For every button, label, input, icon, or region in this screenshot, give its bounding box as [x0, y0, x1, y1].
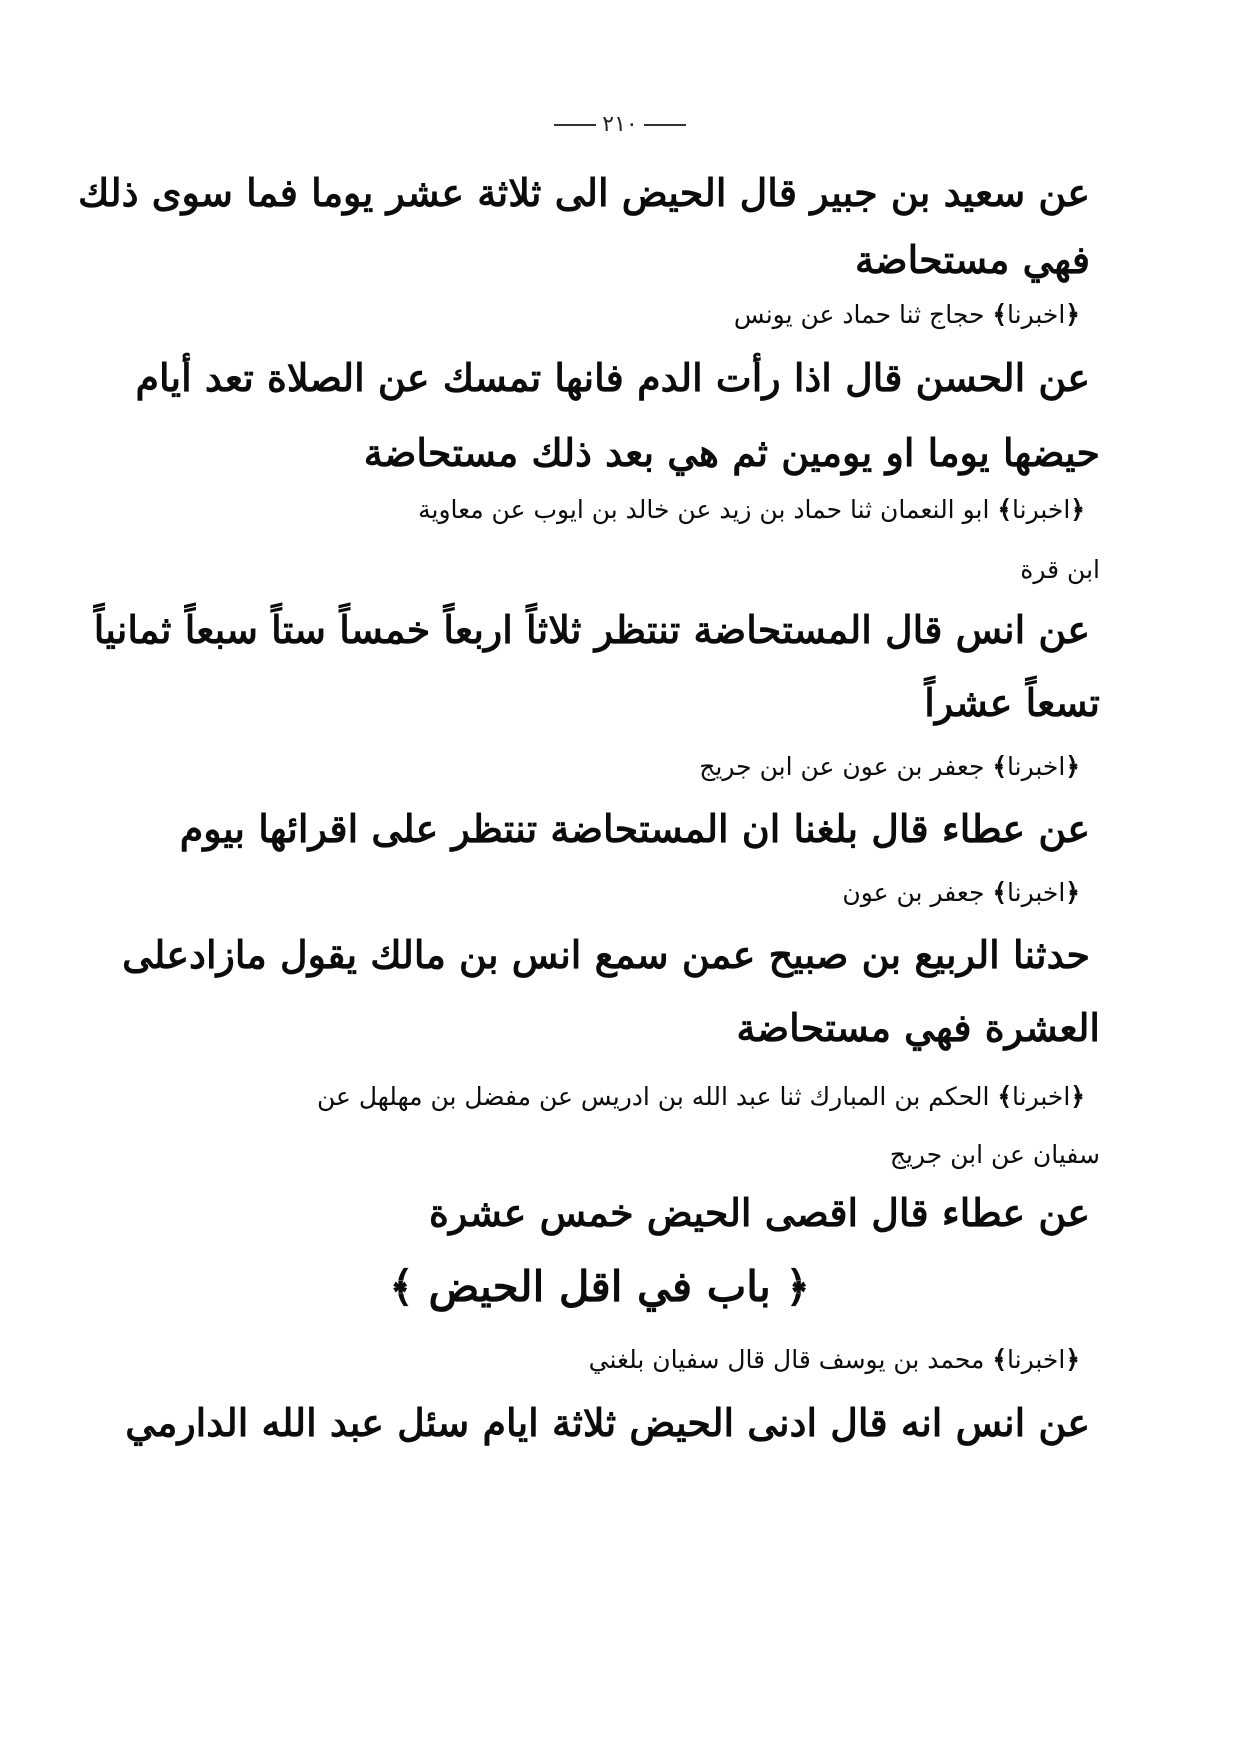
isnad-close-bracket: ﴾ — [992, 878, 1008, 907]
line-text: عن عطاء قال بلغنا ان المستحاضة تنتظر على اقرائها بيوم — [179, 806, 1090, 851]
text-line-20 — [125, 1400, 1090, 1445]
text-line-5 — [364, 430, 1100, 475]
text-line-11 — [180, 806, 1090, 851]
isnad-line-16 — [890, 1140, 1100, 1169]
line-text: ابو النعمان ثنا حماد بن زيد عن خالد بن ايوب عن معاوية — [418, 495, 990, 524]
isnad-tag: اخبرنا — [1012, 1082, 1071, 1111]
isnad-line-19 — [589, 1345, 1080, 1374]
isnad-close-bracket: ﴾ — [992, 752, 1008, 781]
line-text: الحكم بن المبارك ثنا عبد الله بن ادريس عن مفضل بن مهلهل عن — [316, 1082, 990, 1111]
isnad-open-bracket: ﴿ — [1070, 1082, 1085, 1111]
line-text: ابن قرة — [1020, 555, 1100, 584]
line-text: عن سعيد بن جبير قال الحيض الى ثلاثة عشر يوما فما سوى ذلك — [77, 170, 1090, 215]
isnad-line-15 — [317, 1082, 1085, 1111]
line-text: عن الحسن قال اذا رأت الدم فانها تمسك عن الصلاة تعد أيام — [135, 355, 1090, 400]
line-text: فهي مستحاضة — [854, 237, 1090, 282]
line-text: حجاج ثنا حماد عن يونس — [733, 300, 985, 329]
heading-open-bracket: ﴿ — [785, 1262, 810, 1311]
isnad-open-bracket: ﴿ — [1065, 1345, 1080, 1374]
isnad-open-bracket: ﴿ — [1070, 495, 1085, 524]
line-text: جعفر بن عون — [842, 878, 985, 907]
isnad-tag: اخبرنا — [1007, 878, 1066, 907]
isnad-line-6 — [418, 495, 1085, 524]
line-text: حيضها يوما او يومين ثم هي بعد ذلك مستحاضة — [363, 430, 1100, 475]
line-text: تسعاً عشراً — [924, 680, 1100, 725]
text-line-2 — [855, 237, 1090, 282]
isnad-tag: اخبرنا — [1007, 300, 1066, 329]
page-number: ٢١٠ — [520, 112, 720, 137]
heading-close-bracket: ﴾ — [389, 1262, 414, 1311]
line-text: محمد بن يوسف قال قال سفيان بلغني — [588, 1345, 985, 1374]
isnad-open-bracket: ﴿ — [1065, 752, 1080, 781]
isnad-line-10 — [699, 752, 1080, 781]
isnad-close-bracket: ﴾ — [997, 495, 1013, 524]
isnad-line-12 — [842, 878, 1080, 907]
isnad-tag: اخبرنا — [1012, 495, 1071, 524]
text-line-4 — [135, 355, 1090, 400]
isnad-line-7 — [1020, 555, 1100, 584]
isnad-open-bracket: ﴿ — [1065, 878, 1080, 907]
text-line-1 — [78, 170, 1090, 215]
text-line-9 — [924, 680, 1100, 725]
isnad-close-bracket: ﴾ — [992, 1345, 1008, 1374]
line-text: عن انس قال المستحاضة تنتظر ثلاثاً اربعاً خمساً ستاً سبعاً ثمانياً — [93, 607, 1090, 652]
isnad-tag: اخبرنا — [1007, 752, 1066, 781]
isnad-line-3 — [734, 300, 1080, 329]
line-text: سفيان عن ابن جريج — [889, 1140, 1100, 1169]
text-line-17 — [429, 1190, 1090, 1235]
text-line-14 — [736, 1005, 1100, 1050]
line-text: جعفر بن عون عن ابن جريج — [699, 752, 985, 781]
line-text: عن انس انه قال ادنى الحيض ثلاثة ايام سئل عبد الله الدارمي — [125, 1400, 1090, 1445]
isnad-close-bracket: ﴾ — [997, 1082, 1013, 1111]
line-text: عن عطاء قال اقصى الحيض خمس عشرة — [428, 1190, 1090, 1235]
chapter-heading — [389, 1262, 810, 1311]
text-line-8 — [94, 607, 1090, 652]
heading-text: باب في اقل الحيض — [428, 1262, 771, 1311]
line-text: حدثنا الربيع بن صبيح عمن سمع انس بن مالك يقول مازادعلى — [122, 932, 1090, 977]
isnad-tag: اخبرنا — [1007, 1345, 1066, 1374]
text-line-13 — [122, 932, 1090, 977]
isnad-close-bracket: ﴾ — [992, 300, 1008, 329]
isnad-open-bracket: ﴿ — [1065, 300, 1080, 329]
line-text: العشرة فهي مستحاضة — [736, 1005, 1100, 1050]
